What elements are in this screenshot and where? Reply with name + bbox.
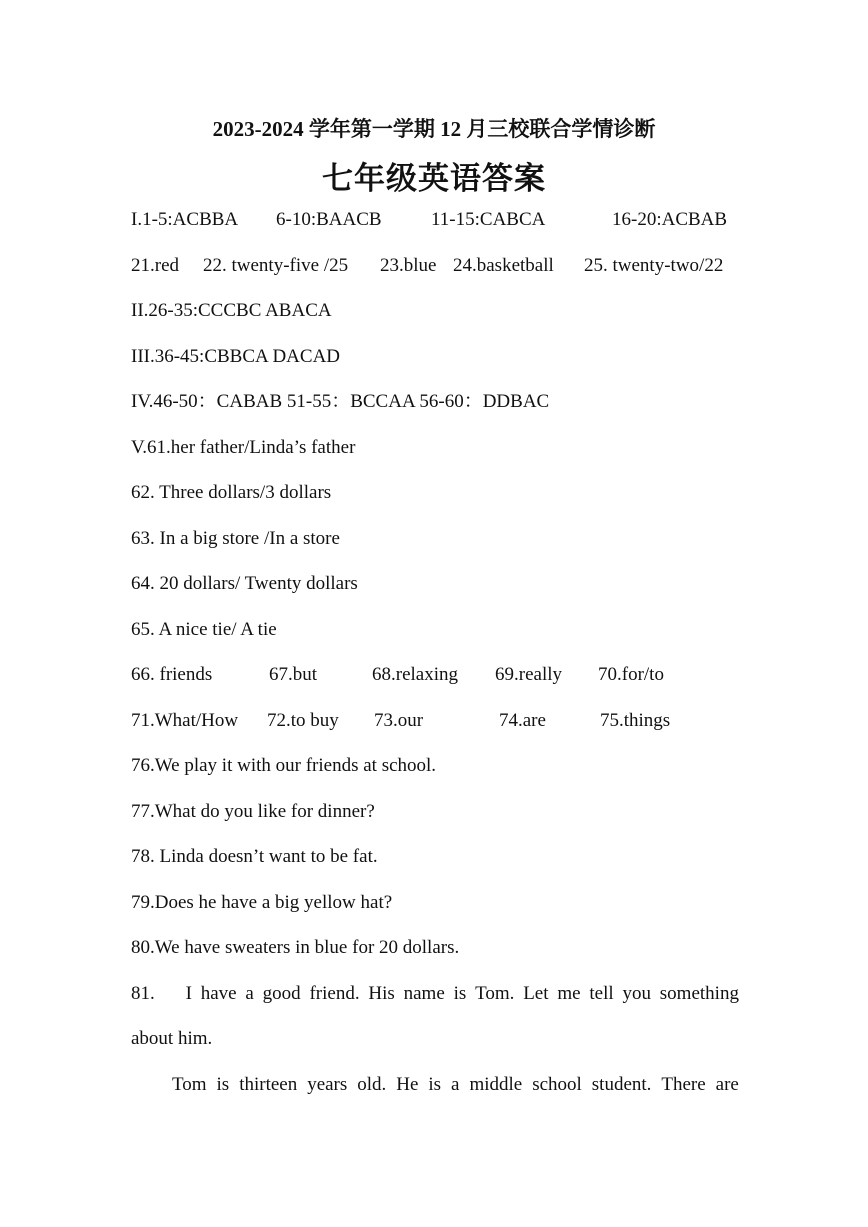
essay-word: have	[200, 983, 237, 1004]
section-3-answers: III.36-45:CBBCA DACAD	[131, 346, 341, 367]
essay-word: student.	[591, 1074, 652, 1095]
answer-67: 67.but	[269, 664, 318, 685]
answer-62: 62. Three dollars/3 dollars	[131, 482, 332, 503]
essay-line-3	[172, 1073, 739, 1097]
answer-64: 64. 20 dollars/ Twenty dollars	[131, 573, 358, 594]
answer-72: 72.to buy	[267, 710, 339, 731]
essay-word: Let	[523, 983, 549, 1004]
essay-line-2: about him.	[131, 1028, 213, 1049]
essay-word: something	[659, 983, 739, 1004]
essay-word: is	[216, 1074, 230, 1095]
answer-key-title: 七年级英语答案	[322, 161, 546, 197]
essay-word: is	[428, 1074, 442, 1095]
essay-word: I	[185, 983, 192, 1004]
essay-line-1	[131, 982, 739, 1006]
essay-word: are	[715, 1074, 739, 1095]
section-1-row-1	[131, 208, 741, 232]
essay-word: a	[245, 983, 254, 1004]
section-2-answers: II.26-35:CCCBC ABACA	[131, 300, 332, 321]
answer-61: V.61.her father/Linda’s father	[131, 437, 356, 458]
answer-21: 21.red	[131, 255, 180, 276]
essay-word: He	[396, 1074, 419, 1095]
essay-word: name	[403, 983, 445, 1004]
answer-73: 73.our	[374, 710, 424, 731]
answer-79: 79.Does he have a big yellow hat?	[131, 892, 393, 913]
answer-70: 70.for/to	[598, 664, 664, 685]
essay-word: thirteen	[239, 1074, 298, 1095]
section-1-row-2	[131, 254, 741, 278]
answer-23: 23.blue	[380, 255, 437, 276]
answer-group-6-10: 6-10:BAACB	[276, 209, 382, 230]
essay-word: school	[532, 1074, 582, 1095]
answer-25: 25. twenty-two/22	[584, 255, 724, 276]
answer-65: 65. A nice tie/ A tie	[131, 619, 277, 640]
answer-78: 78. Linda doesn’t want to be fat.	[131, 846, 378, 867]
answer-group-16-20: 16-20:ACBAB	[612, 209, 728, 230]
answer-22: 22. twenty-five /25	[203, 255, 349, 276]
essay-word: Tom.	[475, 983, 515, 1004]
answer-group-11-15: 11-15:CABCA	[431, 209, 546, 230]
exam-title: 2023-2024 学年第一学期 12 月三校联合学情诊断	[212, 117, 656, 141]
answer-76: 76.We play it with our friends at school.	[131, 755, 437, 776]
essay-word: a	[451, 1074, 460, 1095]
essay-word: you	[622, 983, 651, 1004]
answer-group-1-5: I.1-5:ACBBA	[131, 209, 239, 230]
answer-75: 75.things	[600, 710, 671, 731]
essay-word: good	[262, 983, 301, 1004]
blanks-row-1	[131, 663, 741, 687]
essay-word: friend.	[309, 983, 360, 1004]
answer-80: 80.We have sweaters in blue for 20 dollars.	[131, 937, 460, 958]
answer-74: 74.are	[499, 710, 546, 731]
blanks-row-2	[131, 709, 741, 733]
essay-word: 81.	[131, 983, 155, 1004]
answer-68: 68.relaxing	[372, 664, 459, 685]
answer-63: 63. In a big store /In a store	[131, 528, 340, 549]
answer-77: 77.What do you like for dinner?	[131, 801, 375, 822]
essay-word: His	[368, 983, 395, 1004]
essay-word: There	[661, 1074, 706, 1095]
essay-word: middle	[469, 1074, 523, 1095]
section-4-answers: IV.46-50：CABAB 51-55：BCCAA 56-60：DDBAC	[131, 391, 550, 412]
essay-word: tell	[589, 983, 614, 1004]
answer-71: 71.What/How	[131, 710, 239, 731]
essay-word: me	[557, 983, 581, 1004]
answer-69: 69.really	[495, 664, 563, 685]
essay-word: Tom	[172, 1074, 207, 1095]
essay-word: old.	[357, 1074, 387, 1095]
answer-24: 24.basketball	[453, 255, 554, 276]
essay-word: is	[453, 983, 467, 1004]
essay-word: years	[307, 1074, 348, 1095]
answer-66: 66. friends	[131, 664, 213, 685]
